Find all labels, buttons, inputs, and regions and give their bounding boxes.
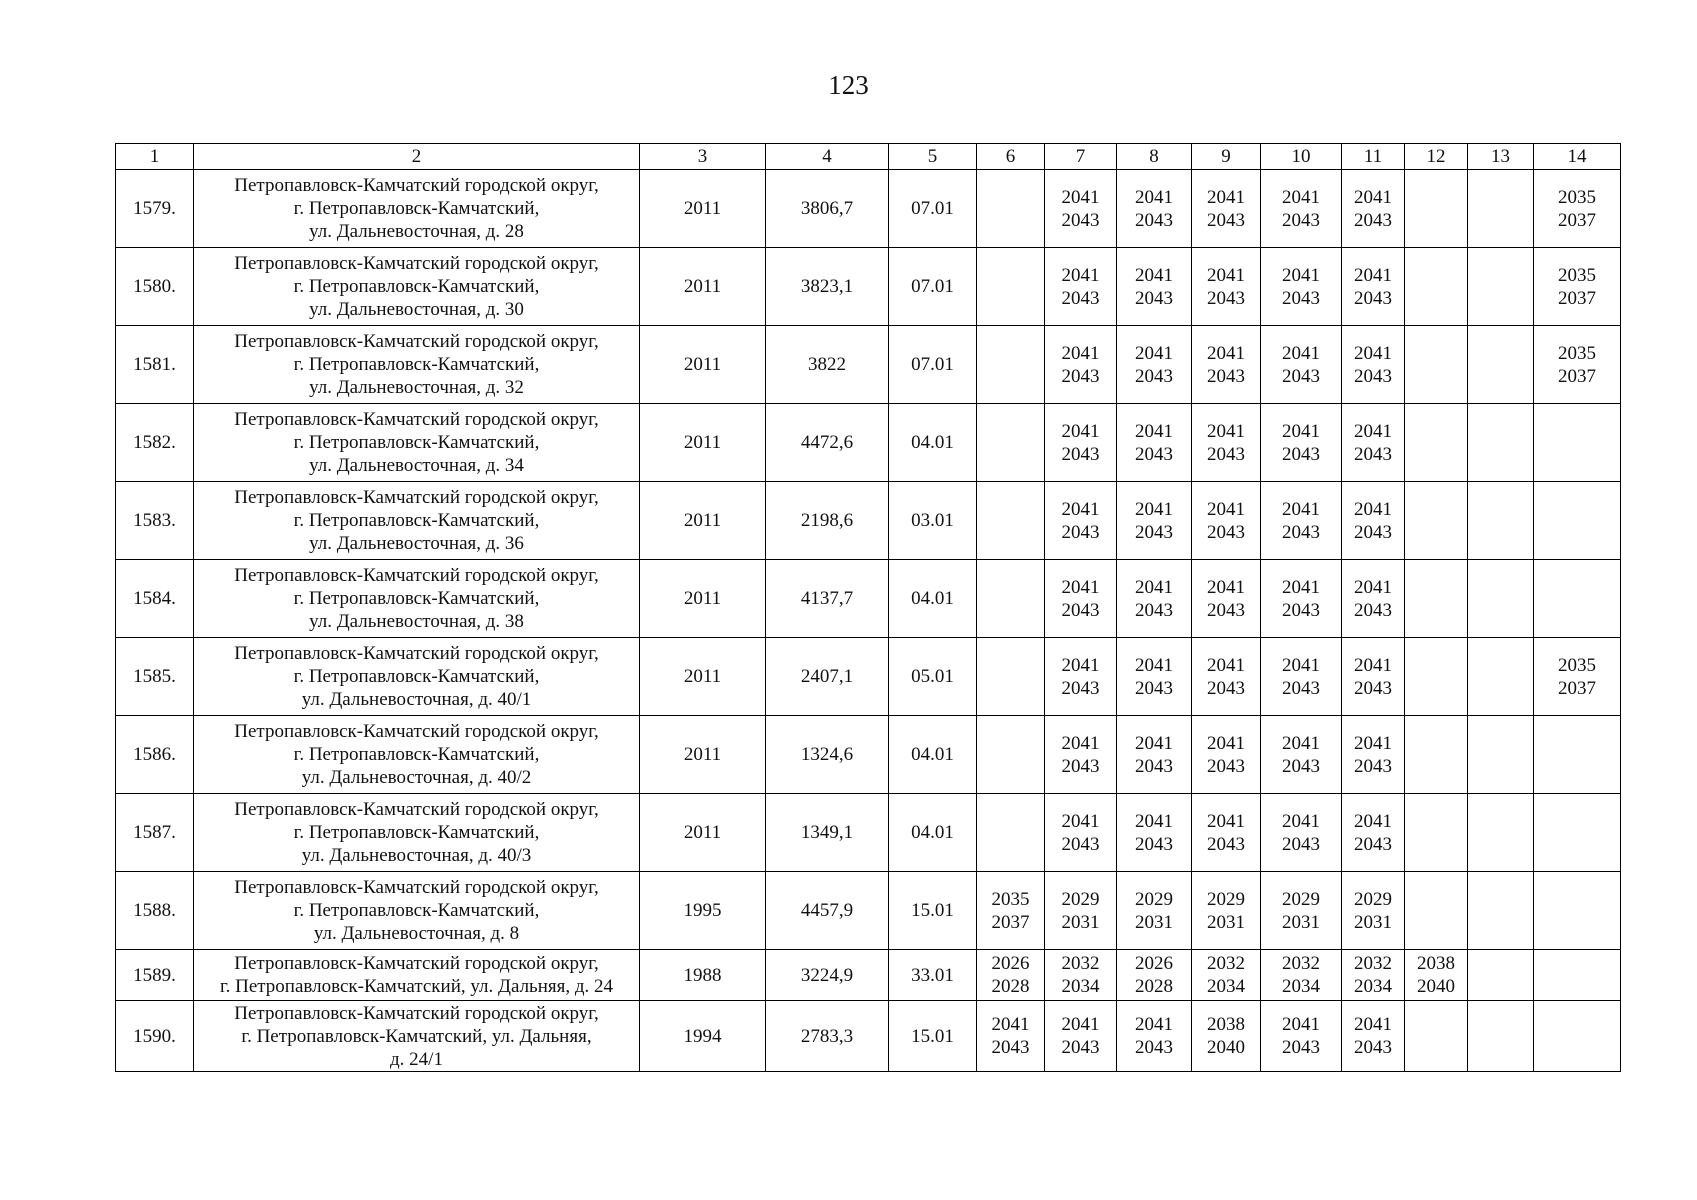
cell-c9: 2041 2043 [1192, 248, 1261, 326]
cell-c11: 2041 2043 [1342, 170, 1405, 248]
address-line: Петропавловск-Камчатский городской округ, [234, 253, 599, 274]
row-number: 1580. [116, 248, 194, 326]
cell-c5: 07.01 [889, 170, 977, 248]
cell-c14 [1534, 560, 1621, 638]
cell-c13 [1468, 794, 1534, 872]
cell-c10: 2041 2043 [1261, 560, 1342, 638]
cell-c9: 2041 2043 [1192, 404, 1261, 482]
cell-c10: 2029 2031 [1261, 872, 1342, 950]
address-line: Петропавловск-Камчатский городской округ, [234, 643, 599, 664]
row-number: 1583. [116, 482, 194, 560]
cell-c10: 2041 2043 [1261, 482, 1342, 560]
cell-c14: 2035 2037 [1534, 248, 1621, 326]
address-cell [194, 1001, 640, 1072]
cell-c8: 2041 2043 [1117, 560, 1192, 638]
address-line: ул. Дальневосточная, д. 30 [309, 299, 524, 320]
cell-c3: 2011 [640, 248, 766, 326]
address-cell [194, 794, 640, 872]
cell-c7: 2041 2043 [1045, 1001, 1117, 1072]
cell-c12 [1405, 1001, 1468, 1072]
cell-c9: 2029 2031 [1192, 872, 1261, 950]
column-header: 10 [1261, 144, 1342, 170]
cell-c10: 2041 2043 [1261, 794, 1342, 872]
cell-c8: 2041 2043 [1117, 248, 1192, 326]
row-number: 1582. [116, 404, 194, 482]
address-line: г. Петропавловск-Камчатский, [293, 588, 540, 609]
cell-c4: 3806,7 [766, 170, 889, 248]
address-line: ул. Дальневосточная, д. 8 [313, 923, 520, 944]
address-line: Петропавловск-Камчатский городской округ, [234, 1002, 599, 1024]
header-row [116, 144, 1621, 170]
cell-c5: 04.01 [889, 716, 977, 794]
cell-c12 [1405, 326, 1468, 404]
cell-c10: 2041 2043 [1261, 638, 1342, 716]
registry-table [115, 143, 1621, 1072]
cell-c11: 2041 2043 [1342, 638, 1405, 716]
address-line: ул. Дальневосточная, д. 34 [309, 455, 524, 476]
address-cell [194, 716, 640, 794]
cell-c5: 07.01 [889, 248, 977, 326]
address-line: г. Петропавловск-Камчатский, ул. Дальняя, д. 24 [219, 976, 614, 997]
row-number: 1581. [116, 326, 194, 404]
cell-c12 [1405, 560, 1468, 638]
cell-c14 [1534, 872, 1621, 950]
address-line: Петропавловск-Камчатский городской округ, [234, 565, 599, 586]
cell-c9: 2041 2043 [1192, 560, 1261, 638]
cell-c14 [1534, 950, 1621, 1001]
cell-c7: 2032 2034 [1045, 950, 1117, 1001]
address-cell [194, 872, 640, 950]
cell-c13 [1468, 638, 1534, 716]
address-line: ул. Дальневосточная, д. 38 [309, 611, 524, 632]
cell-c11: 2041 2043 [1342, 404, 1405, 482]
cell-c11: 2041 2043 [1342, 248, 1405, 326]
cell-c13 [1468, 872, 1534, 950]
cell-c13 [1468, 248, 1534, 326]
column-header: 2 [194, 144, 640, 170]
column-header: 12 [1405, 144, 1468, 170]
table-row [116, 872, 1621, 950]
cell-c4: 4457,9 [766, 872, 889, 950]
row-number: 1588. [116, 872, 194, 950]
cell-c10: 2041 2043 [1261, 1001, 1342, 1072]
cell-c8: 2041 2043 [1117, 326, 1192, 404]
cell-c4: 2407,1 [766, 638, 889, 716]
cell-c13 [1468, 482, 1534, 560]
cell-c5: 04.01 [889, 560, 977, 638]
address-cell [194, 482, 640, 560]
address-line: г. Петропавловск-Камчатский, [293, 198, 540, 219]
cell-c12 [1405, 248, 1468, 326]
cell-c6: 2041 2043 [977, 1001, 1045, 1072]
cell-c3: 2011 [640, 794, 766, 872]
address-line: Петропавловск-Камчатский городской округ, [234, 487, 599, 508]
address-line: Петропавловск-Камчатский городской округ, [234, 799, 599, 820]
cell-c6 [977, 638, 1045, 716]
address-line: г. Петропавловск-Камчатский, [293, 822, 540, 843]
cell-c9: 2041 2043 [1192, 326, 1261, 404]
cell-c12 [1405, 638, 1468, 716]
cell-c7: 2041 2043 [1045, 248, 1117, 326]
cell-c14 [1534, 716, 1621, 794]
cell-c6 [977, 404, 1045, 482]
address-line: г. Петропавловск-Камчатский, [293, 666, 540, 687]
cell-c7: 2041 2043 [1045, 716, 1117, 794]
cell-c11: 2041 2043 [1342, 482, 1405, 560]
cell-c8: 2041 2043 [1117, 170, 1192, 248]
address-line: Петропавловск-Камчатский городской округ, [234, 409, 599, 430]
cell-c3: 2011 [640, 404, 766, 482]
cell-c8: 2041 2043 [1117, 638, 1192, 716]
column-header: 3 [640, 144, 766, 170]
cell-c7: 2041 2043 [1045, 170, 1117, 248]
cell-c12 [1405, 482, 1468, 560]
cell-c3: 2011 [640, 560, 766, 638]
cell-c7: 2041 2043 [1045, 482, 1117, 560]
cell-c13 [1468, 326, 1534, 404]
table-row [116, 1001, 1621, 1072]
cell-c11: 2041 2043 [1342, 794, 1405, 872]
cell-c8: 2041 2043 [1117, 794, 1192, 872]
cell-c4: 2783,3 [766, 1001, 889, 1072]
address-line: г. Петропавловск-Камчатский, ул. Дальняя, [241, 1025, 592, 1047]
table-row [116, 716, 1621, 794]
cell-c9: 2041 2043 [1192, 170, 1261, 248]
cell-c12 [1405, 716, 1468, 794]
address-line: Петропавловск-Камчатский городской округ, [234, 877, 599, 898]
cell-c14: 2035 2037 [1534, 170, 1621, 248]
cell-c6 [977, 248, 1045, 326]
cell-c13 [1468, 170, 1534, 248]
row-number: 1589. [116, 950, 194, 1001]
cell-c6: 2035 2037 [977, 872, 1045, 950]
column-header: 11 [1342, 144, 1405, 170]
page-number: 123 [828, 70, 869, 100]
column-header: 13 [1468, 144, 1534, 170]
cell-c8: 2041 2043 [1117, 716, 1192, 794]
table-row [116, 950, 1621, 1001]
cell-c3: 2011 [640, 482, 766, 560]
cell-c7: 2041 2043 [1045, 560, 1117, 638]
address-line: Петропавловск-Камчатский городской округ, [234, 721, 599, 742]
row-number: 1584. [116, 560, 194, 638]
cell-c7: 2041 2043 [1045, 794, 1117, 872]
row-number: 1590. [116, 1001, 194, 1072]
cell-c6 [977, 560, 1045, 638]
column-header: 1 [116, 144, 194, 170]
cell-c5: 15.01 [889, 872, 977, 950]
cell-c6: 2026 2028 [977, 950, 1045, 1001]
cell-c3: 2011 [640, 170, 766, 248]
cell-c12 [1405, 170, 1468, 248]
address-cell [194, 326, 640, 404]
column-header: 7 [1045, 144, 1117, 170]
cell-c7: 2041 2043 [1045, 638, 1117, 716]
cell-c12 [1405, 872, 1468, 950]
cell-c14 [1534, 404, 1621, 482]
cell-c12 [1405, 404, 1468, 482]
cell-c7: 2029 2031 [1045, 872, 1117, 950]
row-number: 1585. [116, 638, 194, 716]
cell-c8: 2029 2031 [1117, 872, 1192, 950]
cell-c8: 2041 2043 [1117, 1001, 1192, 1072]
cell-c6 [977, 716, 1045, 794]
cell-c6 [977, 326, 1045, 404]
address-cell [194, 404, 640, 482]
cell-c11: 2041 2043 [1342, 716, 1405, 794]
cell-c11: 2041 2043 [1342, 1001, 1405, 1072]
table-row [116, 560, 1621, 638]
cell-c10: 2041 2043 [1261, 716, 1342, 794]
column-header: 9 [1192, 144, 1261, 170]
cell-c5: 33.01 [889, 950, 977, 1001]
cell-c10: 2041 2043 [1261, 170, 1342, 248]
table-row [116, 170, 1621, 248]
address-line: г. Петропавловск-Камчатский, [293, 900, 540, 921]
address-line: г. Петропавловск-Камчатский, [293, 744, 540, 765]
cell-c9: 2041 2043 [1192, 716, 1261, 794]
cell-c3: 2011 [640, 716, 766, 794]
address-line: г. Петропавловск-Камчатский, [293, 354, 540, 375]
row-number: 1587. [116, 794, 194, 872]
cell-c10: 2032 2034 [1261, 950, 1342, 1001]
column-header: 4 [766, 144, 889, 170]
address-cell [194, 248, 640, 326]
address-cell [194, 950, 640, 1001]
cell-c4: 1324,6 [766, 716, 889, 794]
cell-c5: 04.01 [889, 404, 977, 482]
cell-c13 [1468, 716, 1534, 794]
cell-c13 [1468, 560, 1534, 638]
cell-c4: 2198,6 [766, 482, 889, 560]
cell-c5: 04.01 [889, 794, 977, 872]
column-header: 6 [977, 144, 1045, 170]
address-line: Петропавловск-Камчатский городской округ, [234, 331, 599, 352]
column-header: 8 [1117, 144, 1192, 170]
cell-c10: 2041 2043 [1261, 326, 1342, 404]
cell-c13 [1468, 404, 1534, 482]
cell-c4: 3823,1 [766, 248, 889, 326]
cell-c9: 2038 2040 [1192, 1001, 1261, 1072]
address-line: Петропавловск-Камчатский городской округ, [234, 953, 599, 974]
cell-c10: 2041 2043 [1261, 248, 1342, 326]
cell-c11: 2032 2034 [1342, 950, 1405, 1001]
address-line: ул. Дальневосточная, д. 40/3 [301, 845, 532, 866]
cell-c14: 2035 2037 [1534, 326, 1621, 404]
cell-c5: 05.01 [889, 638, 977, 716]
address-line: Петропавловск-Камчатский городской округ, [234, 175, 599, 196]
address-cell [194, 170, 640, 248]
cell-c14 [1534, 482, 1621, 560]
cell-c3: 2011 [640, 326, 766, 404]
cell-c12: 2038 2040 [1405, 950, 1468, 1001]
cell-c6 [977, 170, 1045, 248]
cell-c8: 2041 2043 [1117, 404, 1192, 482]
cell-c9: 2041 2043 [1192, 482, 1261, 560]
cell-c13 [1468, 1001, 1534, 1072]
cell-c14 [1534, 1001, 1621, 1072]
cell-c11: 2029 2031 [1342, 872, 1405, 950]
cell-c13 [1468, 950, 1534, 1001]
cell-c4: 3224,9 [766, 950, 889, 1001]
cell-c10: 2041 2043 [1261, 404, 1342, 482]
cell-c4: 1349,1 [766, 794, 889, 872]
table-row [116, 404, 1621, 482]
address-line: ул. Дальневосточная, д. 28 [309, 221, 524, 242]
cell-c11: 2041 2043 [1342, 326, 1405, 404]
table-row [116, 482, 1621, 560]
address-line: г. Петропавловск-Камчатский, [293, 510, 540, 531]
table-row [116, 794, 1621, 872]
cell-c11: 2041 2043 [1342, 560, 1405, 638]
cell-c4: 4472,6 [766, 404, 889, 482]
table-row [116, 638, 1621, 716]
address-cell [194, 560, 640, 638]
cell-c8: 2041 2043 [1117, 482, 1192, 560]
table-row [116, 248, 1621, 326]
cell-c14 [1534, 794, 1621, 872]
cell-c9: 2041 2043 [1192, 638, 1261, 716]
cell-c9: 2041 2043 [1192, 794, 1261, 872]
cell-c8: 2026 2028 [1117, 950, 1192, 1001]
cell-c6 [977, 794, 1045, 872]
cell-c7: 2041 2043 [1045, 404, 1117, 482]
address-line: г. Петропавловск-Камчатский, [293, 432, 540, 453]
address-line: г. Петропавловск-Камчатский, [293, 276, 540, 297]
cell-c14: 2035 2037 [1534, 638, 1621, 716]
address-line: ул. Дальневосточная, д. 40/1 [301, 689, 532, 710]
address-line: ул. Дальневосточная, д. 36 [309, 533, 524, 554]
cell-c6 [977, 482, 1045, 560]
cell-c5: 15.01 [889, 1001, 977, 1072]
row-number: 1586. [116, 716, 194, 794]
column-header: 14 [1534, 144, 1621, 170]
address-line: ул. Дальневосточная, д. 32 [309, 377, 524, 398]
cell-c12 [1405, 794, 1468, 872]
address-line: д. 24/1 [390, 1048, 443, 1070]
cell-c4: 3822 [766, 326, 889, 404]
cell-c3: 1995 [640, 872, 766, 950]
address-line: ул. Дальневосточная, д. 40/2 [301, 767, 532, 788]
cell-c5: 07.01 [889, 326, 977, 404]
cell-c3: 1988 [640, 950, 766, 1001]
cell-c4: 4137,7 [766, 560, 889, 638]
cell-c3: 2011 [640, 638, 766, 716]
row-number: 1579. [116, 170, 194, 248]
cell-c7: 2041 2043 [1045, 326, 1117, 404]
cell-c3: 1994 [640, 1001, 766, 1072]
cell-c5: 03.01 [889, 482, 977, 560]
table-row [116, 326, 1621, 404]
cell-c9: 2032 2034 [1192, 950, 1261, 1001]
address-cell [194, 638, 640, 716]
column-header: 5 [889, 144, 977, 170]
